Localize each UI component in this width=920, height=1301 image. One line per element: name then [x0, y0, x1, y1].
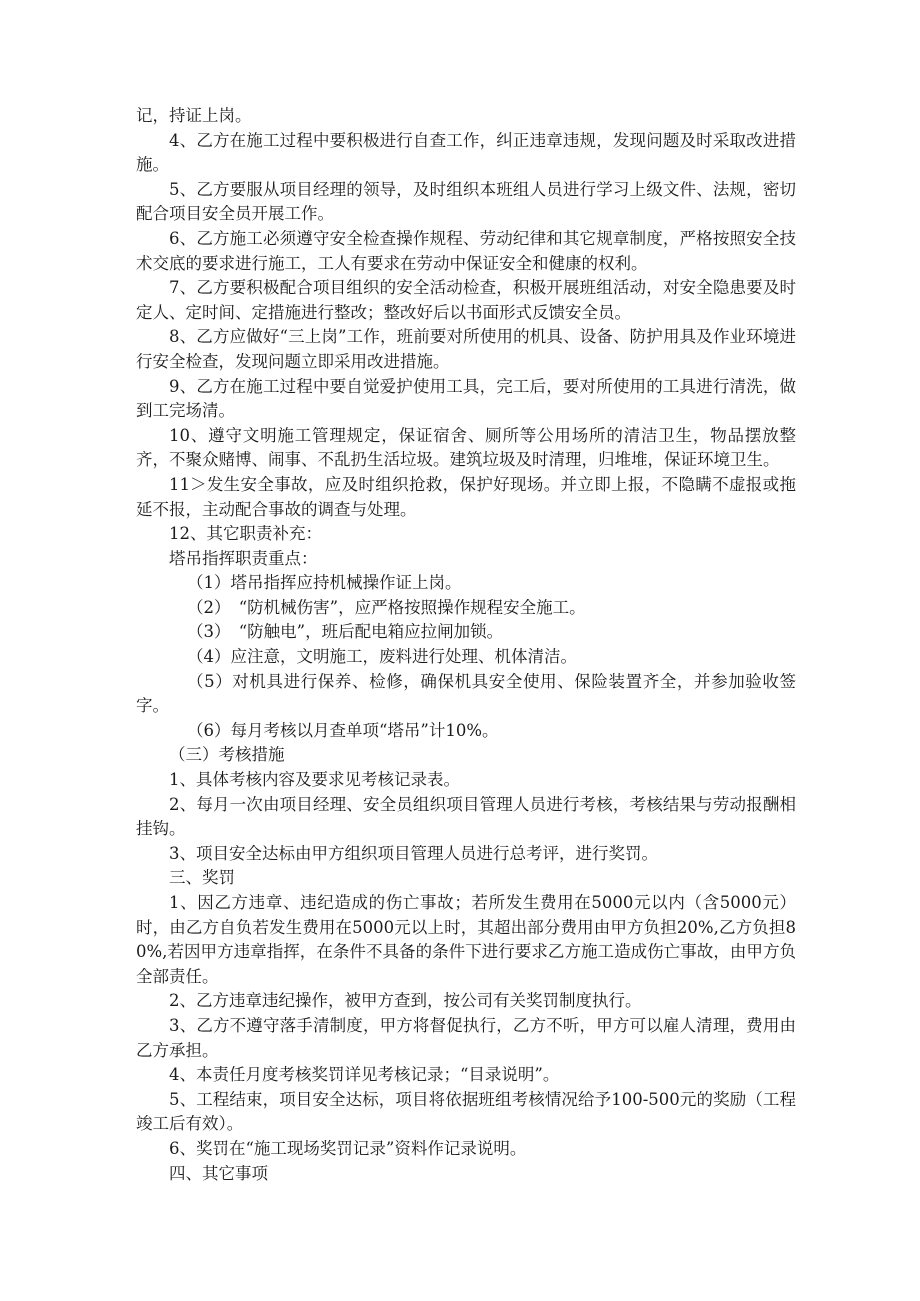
paragraph-17: （三）考核措施	[169, 745, 285, 765]
paragraph-0: 记，持证上岗。	[136, 106, 252, 125]
paragraph-19: 2、每月一次由项目经理、安全员组织项目管理人员进行考核，考核结果与劳动报酬相挂钩。	[136, 794, 796, 839]
paragraph-1: 4、乙方在施工过程中要积极进行自查工作，纠正违章违规，发现问题及时采取改进措施。	[136, 130, 796, 175]
paragraph-6: 9、乙方在施工过程中要自觉爱护使用工具，完工后，要对所使用的工具进行清洗，做到工完场清。	[136, 376, 796, 421]
paragraph-28: 四、其它事项	[169, 1163, 268, 1183]
paragraph-21: 三、奖罚	[169, 868, 235, 888]
paragraph-8: 11＞发生安全事故，应及时组织抢救，保护好现场。并立即上报，不隐瞒不虚报或拖延不报，主动配合事故的调查与处理。	[136, 474, 796, 519]
paragraph-2: 5、乙方要服从项目经理的领导，及时组织本班组人员进行学习上级文件、法规，密切配合项目安全员开展工作。	[136, 179, 796, 224]
paragraph-20: 3、项目安全达标由甲方组织项目管理人员进行总考评，进行奖罚。	[169, 843, 658, 863]
paragraph-4: 7、乙方要积极配合项目组织的安全活动检查，积极开展班组活动，对安全隐患要及时定人、定时间、定措施进行整改；整改好后以书面形式反馈安全员。	[136, 278, 796, 322]
paragraph-23: 2、乙方违章违纪操作，被甲方查到，按公司有关奖罚制度执行。	[169, 991, 642, 1011]
paragraph-13: （3） “防触电”，班后配电箱应拉闸加锁。	[187, 622, 504, 642]
paragraph-11: （1）塔吊指挥应持机械操作证上岗。	[187, 573, 462, 593]
paragraph-14: （4）应注意，文明施工，废料进行处理、机体清洁。	[187, 647, 577, 667]
paragraph-24: 3、乙方不遵守落手清制度，甲方将督促执行，乙方不听，甲方可以雇人清理，费用由乙方承担。	[136, 1015, 796, 1060]
paragraph-10: 塔吊指挥职责重点：	[169, 548, 318, 568]
paragraph-18: 1、具体考核内容及要求见考核记录表。	[169, 770, 460, 790]
paragraph-15: （5）对机具进行保养、检修，确保机具安全使用、保险装置齐全，并参加验收签字。	[136, 671, 796, 716]
paragraph-22: 1、因乙方违章、违纪造成的伤亡事故；若所发生费用在5000元以内（含5000元）时，由乙方自负若发生费用在5000元以上时，其超出部分费用由甲方负担20%,乙方负担80%,若因甲方违章指挥，在条件不具备的条件下进行要求乙方施工造成伤亡事故，由甲方负全部责任。	[136, 893, 796, 986]
document-page	[136, 104, 796, 1186]
paragraph-12: （2） “防机械伤害”，应严格按照操作规程安全施工。	[187, 597, 586, 617]
paragraph-26: 5、工程结束，项目安全达标，项目将依据班组考核情况给予100-500元的奖励（工程竣工后有效）。	[136, 1089, 796, 1134]
paragraph-7: 10、遵守文明施工管理规定，保证宿舍、厕所等公用场所的清洁卫生，物品摆放整齐，不聚众赌博、闹事、不乱扔生活垃圾。建筑垃圾及时清理，归堆堆，保证环境卫生。	[136, 425, 796, 470]
paragraph-9: 12、其它职责补充：	[169, 524, 322, 544]
paragraph-16: （6）每月考核以月查单项“塔吊”计10%。	[187, 720, 499, 740]
paragraph-5: 8、乙方应做好“三上岗”工作，班前要对所使用的机具、设备、防护用具及作业环境进行安全检查，发现问题立即采用改进措施。	[136, 327, 796, 371]
paragraph-25: 4、本责任月度考核奖罚详见考核记录；“目录说明”。	[169, 1065, 560, 1085]
paragraph-27: 6、奖罚在“施工现场奖罚记录”资料作记录说明。	[169, 1138, 527, 1158]
paragraph-3: 6、乙方施工必须遵守安全检查操作规程、劳动纪律和其它规章制度，严格按照安全技术交底的要求进行施工，工人有要求在劳动中保证安全和健康的权利。	[136, 228, 796, 273]
